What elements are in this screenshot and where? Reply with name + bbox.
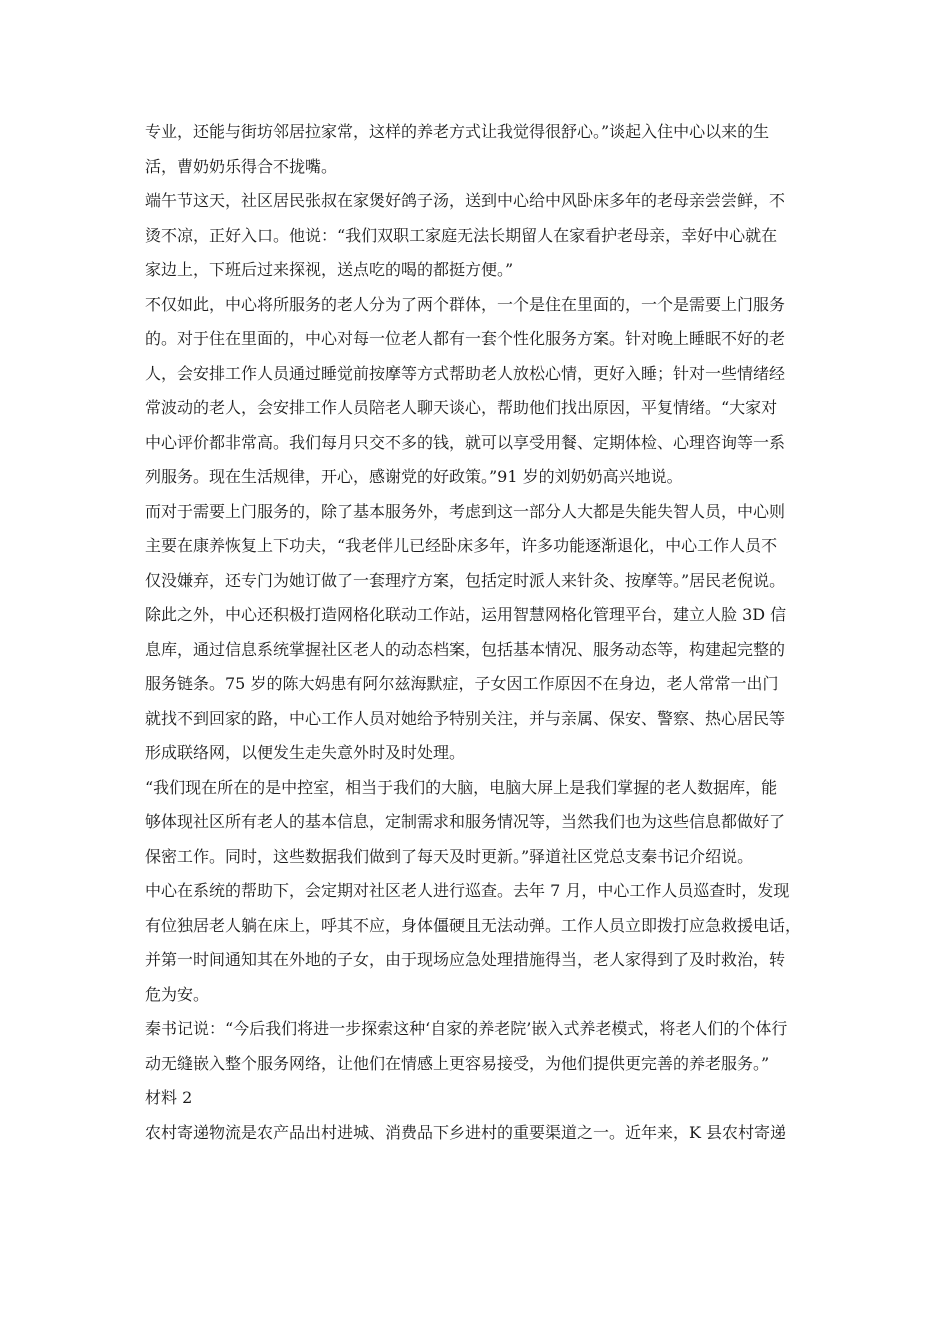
text-line: 常波动的老人，会安排工作人员陪老人聊天谈心，帮助他们找出原因，平复情绪。“大家对: [145, 398, 778, 417]
text-line: 专业，还能与街坊邻居拉家常，这样的养老方式让我觉得很舒心。”谈起入住中心以来的生: [145, 122, 770, 141]
text-line: 保密工作。同时，这些数据我们做到了每天及时更新。”驿道社区党总支秦书记介绍说。: [145, 846, 754, 866]
text-line: 动无缝嵌入整个服务网络，让他们在情感上更容易接受，为他们提供更完善的养老服务。”: [145, 1053, 770, 1073]
text-line: 息库，通过信息系统掌握社区老人的动态档案，包括基本情况、服务动态等，构建起完整的: [145, 639, 786, 659]
text-line: 列服务。现在生活规律，开心，感谢党的好政策。”91 岁的刘奶奶高兴地说。: [145, 467, 683, 486]
text-line: 除此之外，中心还积极打造网格化联动工作站，运用智慧网格化管理平台，建立人脸 3D 信: [145, 605, 787, 624]
text-line: 的。对于住在里面的，中心对每一位老人都有一套个性化服务方案。针对晚上睡眠不好的老: [145, 329, 786, 348]
text-line: 服务链条。75 岁的陈大妈患有阿尔兹海默症，子女因工作原因不在身边，老人常常一出门: [145, 674, 779, 693]
text-line: 中心评价都非常高。我们每月只交不多的钱，就可以享受用餐、定期体检、心理咨询等一系: [145, 432, 786, 452]
section-heading: 材料 2: [145, 1088, 193, 1107]
text-line: 不仅如此，中心将所服务的老人分为了两个群体，一个是住在里面的，一个是需要上门服务: [145, 294, 786, 314]
text-line: 主要在康养恢复上下功夫，“我老伴儿已经卧床多年，许多功能逐渐退化，中心工作人员不: [145, 536, 778, 555]
text-line: 人，会安排工作人员通过睡觉前按摩等方式帮助老人放松心情，更好入睡；针对一些情绪经: [145, 363, 786, 383]
text-line: 形成联络网，以便发生走失意外时及时处理。: [145, 743, 466, 762]
text-line: 烫不凉，正好入口。他说：“我们双职工家庭无法长期留人在家看护老母亲，幸好中心就在: [145, 225, 778, 245]
text-line: 端午节这天，社区居民张叔在家煲好鸽子汤，送到中心给中风卧床多年的老母亲尝尝鲜，不: [145, 191, 786, 210]
text-line: 危为安。: [145, 984, 210, 1004]
text-line: 仅没嫌弃，还专门为她订做了一套理疗方案，包括定时派人来针灸、按摩等。”居民老倪说。: [145, 570, 786, 590]
text-line: 并第一时间通知其在外地的子女，由于现场应急处理措施得当，老人家得到了及时救治，转: [145, 950, 786, 969]
text-line: 就找不到回家的路，中心工作人员对她给予特别关注，并与亲属、保安、警察、热心居民等: [145, 708, 786, 728]
text-line: 家边上，下班后过来探视，送点吃的喝的都挺方便。”: [145, 260, 514, 279]
text-line: 秦书记说：“今后我们将进一步探索这种‘自家的养老院’嵌入式养老模式，将老人们的个体行: [145, 1019, 788, 1038]
text-line: 有位独居老人躺在床上，呼其不应，身体僵硬且无法动弹。工作人员立即拨打应急救援电话，: [145, 915, 802, 935]
text-line: 活，曹奶奶乐得合不拢嘴。: [145, 156, 338, 176]
text-line: “我们现在所在的是中控室，相当于我们的大脑，电脑大屏上是我们掌握的老人数据库，能: [145, 777, 778, 797]
text-line: 农村寄递物流是农产品出村进城、消费品下乡进村的重要渠道之一。近年来，K 县农村寄递: [145, 1122, 787, 1142]
text-line: 够体现社区所有老人的基本信息，定制需求和服务情况等，当然我们也为这些信息都做好了: [145, 812, 786, 831]
text-line: 中心在系统的帮助下，会定期对社区老人进行巡查。去年 7 月，中心工作人员巡查时，发现: [145, 881, 790, 900]
body-text: [145, 115, 825, 1150]
text-line: 而对于需要上门服务的，除了基本服务外，考虑到这一部分人大都是失能失智人员，中心则: [145, 501, 786, 521]
